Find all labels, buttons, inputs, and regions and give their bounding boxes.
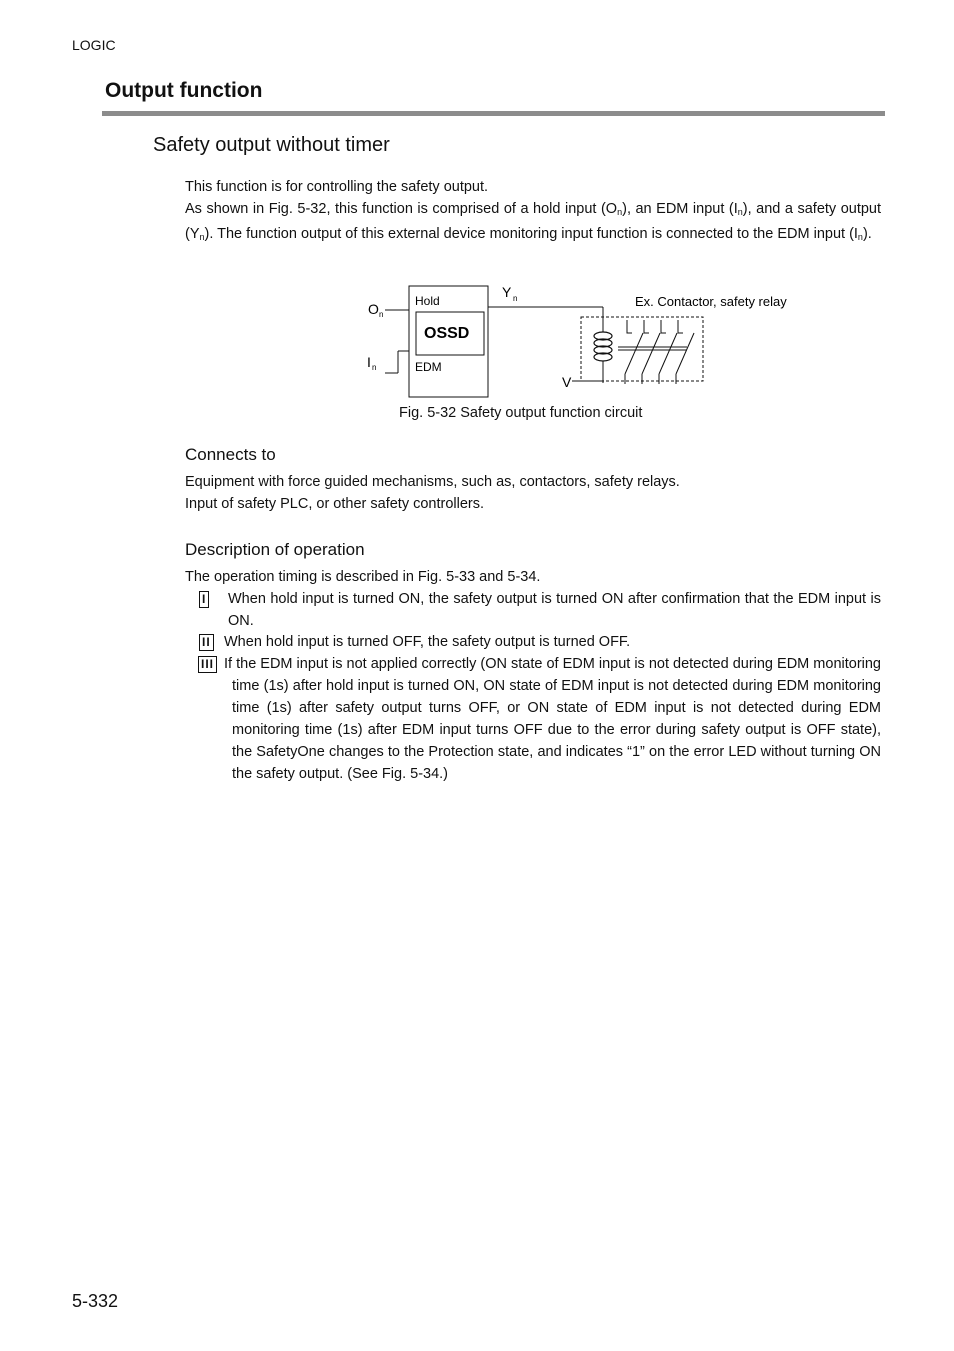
label-v: V	[562, 374, 572, 390]
label-y: Y	[502, 284, 512, 300]
edm-label: EDM	[415, 360, 442, 374]
section-rule	[102, 111, 885, 116]
label-i-sub: n	[372, 363, 377, 372]
example-label: Ex. Contactor, safety relay	[635, 294, 787, 309]
operation-item-1	[185, 588, 881, 632]
label-o: O	[368, 301, 379, 317]
subsection-title: Safety output without timer	[153, 134, 390, 156]
connects-line-1: Equipment with force guided mechanisms, such as, contactors, safety relays.	[185, 474, 680, 490]
figure-caption: Fig. 5-32 Safety output function circuit	[399, 405, 643, 421]
operation-item-3	[185, 653, 881, 785]
connects-paragraph	[185, 471, 881, 515]
connects-heading: Connects to	[185, 445, 276, 464]
roman-marker-1: I	[199, 591, 209, 608]
operation-item-1-text: When hold input is turned ON, the safety output is turned ON after confirmation that the EDM input is ON.	[228, 591, 881, 629]
operation-heading: Description of operation	[185, 540, 365, 559]
intro-paragraph	[185, 176, 881, 248]
relay-contacts-icon	[625, 320, 694, 384]
operation-item-2	[185, 631, 881, 653]
hold-label: Hold	[415, 294, 440, 308]
label-y-sub: n	[513, 294, 518, 303]
section-title: Output function	[105, 79, 263, 102]
ossd-label: OSSD	[424, 325, 470, 342]
roman-marker-3: III	[198, 656, 217, 673]
page-header: LOGIC	[72, 37, 116, 53]
operation-item-3-text: If the EDM input is not applied correctly (ON state of EDM input is not detected during EDM monitoring time (1s) after hold input is turned ON, ON state of EDM input is not detected during EDM monitoring time (1s) after safety output turns OFF, or ON state of EDM input is not detected during EDM monitoring time (1s) after EDM input turns OFF due to the error during safety output is OFF state), the SafetyOne changes to the Protection state, and indicates “1” on the error LED without turning ON the safety output. (See Fig. 5-34.)	[224, 656, 881, 782]
label-i: I	[367, 354, 371, 370]
page-number: 5-332	[72, 1291, 119, 1311]
intro-line-1: This function is for controlling the safety output.	[185, 179, 489, 195]
relay-coil-icon	[594, 332, 612, 361]
intro-line-2: As shown in Fig. 5-32, this function is comprised of a hold input $(O_n)$, an EDM input $(I_n)$, and a safety output $(Y_n)$. The function output of this external device monitoring input function is connected to the EDM input $(I_n)$.	[185, 201, 882, 242]
operation-item-2-text: When hold input is turned OFF, the safety output is turned OFF.	[224, 634, 631, 650]
label-o-sub: n	[379, 310, 384, 319]
operation-intro: The operation timing is described in Fig. 5-33 and 5-34.	[185, 569, 541, 585]
connects-line-2: Input of safety PLC, or other safety controllers.	[185, 496, 485, 512]
safety-output-circuit-diagram	[360, 280, 820, 405]
roman-marker-2: II	[199, 634, 214, 651]
